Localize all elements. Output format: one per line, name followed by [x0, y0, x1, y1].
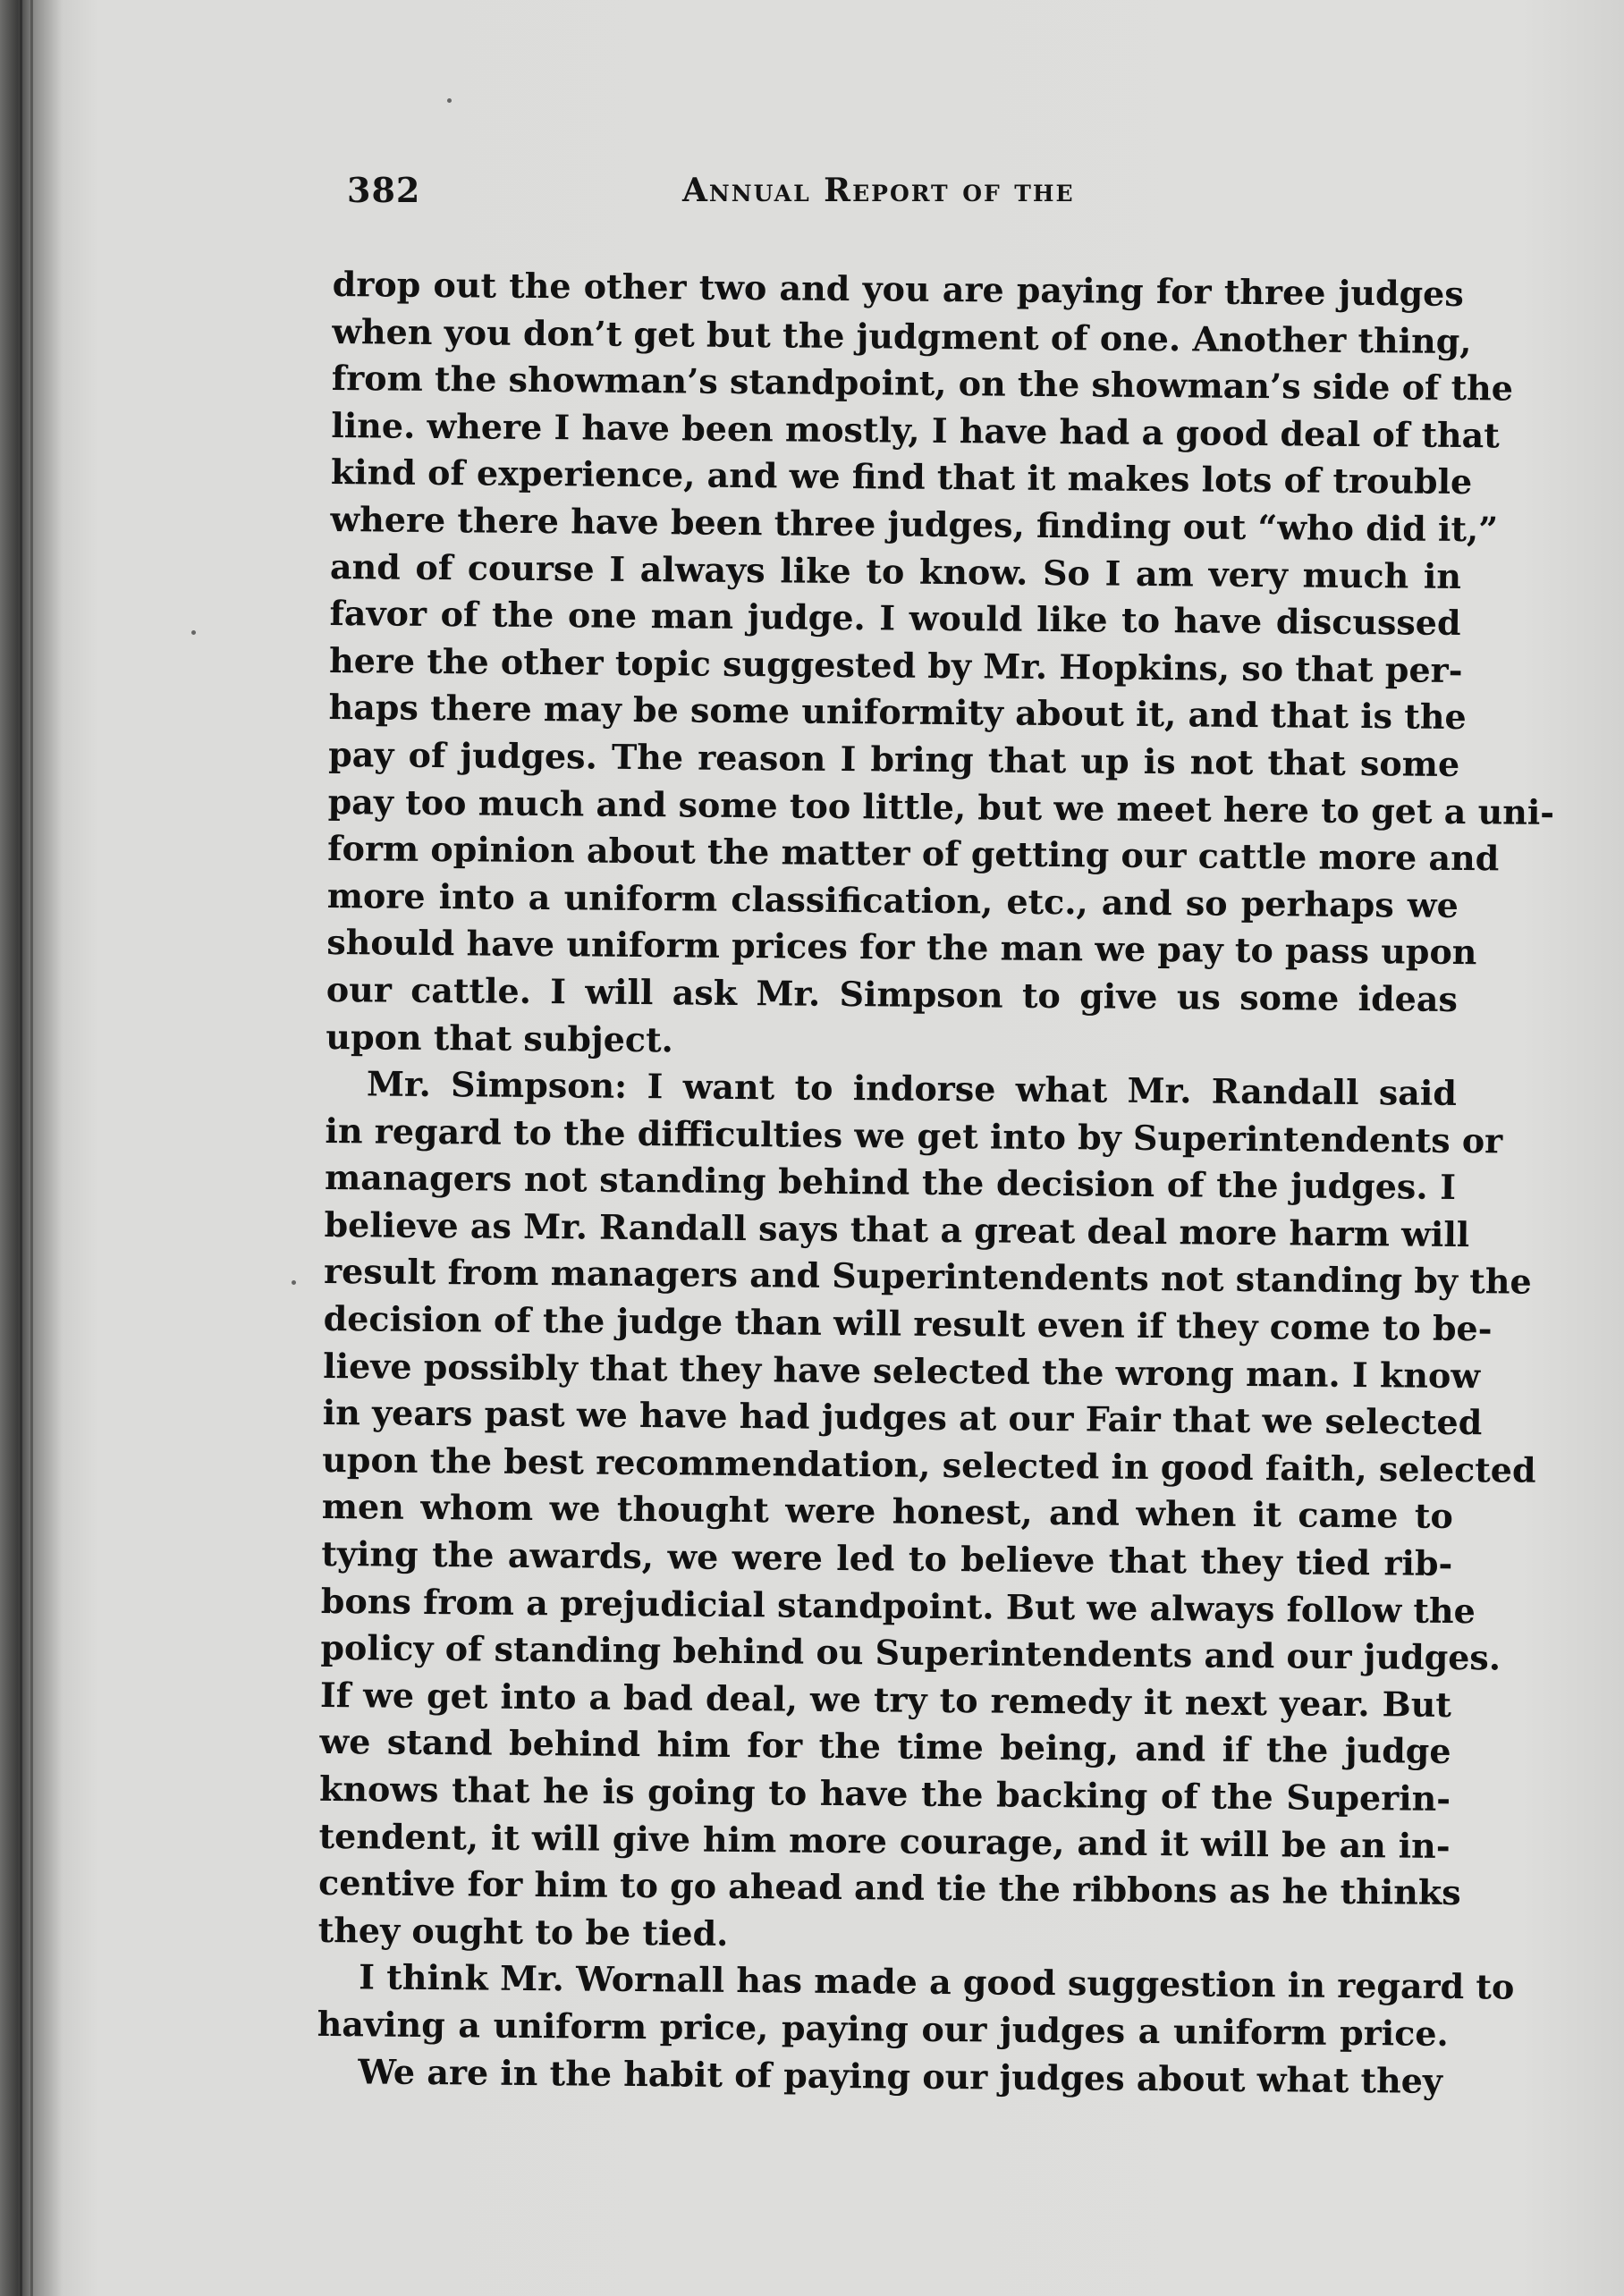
text-line: should have uniform prices for the man we pay to pass upon — [326, 922, 1477, 973]
text-line: form opinion about the matter of getting our cattle more and — [327, 828, 1500, 879]
text-line: more into a uniform classification, etc., and so perhaps we — [326, 874, 1459, 925]
text-line: from the showman’s standpoint, on the showman’s side of the — [331, 358, 1514, 409]
binding-edge — [30, 0, 33, 2296]
text-line: in years past we have had judges at our Fair that we selected — [322, 1392, 1483, 1443]
text-line: We are in the habit of paying our judges about what they — [358, 2050, 1443, 2101]
text-line: tying the awards, we were led to believe that they tied rib- — [321, 1532, 1453, 1584]
text-line: upon that subject. — [326, 1016, 674, 1059]
paper-speck — [191, 630, 196, 635]
text-line: If we get into a bad deal, we try to remedy it next year. But — [319, 1674, 1452, 1725]
page-number: 382 — [347, 170, 421, 210]
text-line: tendent, it will give him more courage, and it will be an in- — [318, 1815, 1451, 1866]
body-text — [317, 261, 1555, 2105]
text-line: where there have been three judges, finding out “who did it,” — [330, 498, 1499, 550]
text-line: men whom we thought were honest, and when it came to — [321, 1486, 1453, 1537]
text-line: upon the best recommendation, selected in good faith, selected — [322, 1439, 1536, 1490]
binding-edge — [20, 0, 22, 2296]
text-line: pay of judges. The reason I bring that up is not that some — [327, 733, 1460, 784]
text-line: and of course I always like to know. So I am very much in — [329, 545, 1462, 596]
paper-speck — [292, 1280, 296, 1285]
page-header — [347, 170, 1599, 224]
text-line: lieve possibly that they have selected the wrong man. I know — [323, 1345, 1481, 1396]
text-line: favor of the one man judge. I would like to have discussed — [329, 593, 1461, 644]
text-line: result from managers and Superintendents not standing by the — [323, 1251, 1532, 1303]
running-head: Annual Report of the — [682, 172, 1075, 209]
text-line: kind of experience, and we find that it makes lots of trouble — [330, 452, 1473, 502]
text-line: I think Mr. Wornall has made a good suggestion in regard to — [359, 1956, 1515, 2007]
text-line: policy of standing behind ou Superintendents and our judges. — [320, 1627, 1501, 1678]
text-line: drop out the other two and you are paying for three judges — [332, 263, 1464, 315]
text-line: pay too much and some too little, but we meet here to get a uni- — [327, 781, 1555, 832]
text-line: line. where I have been mostly, I have had a good deal of that — [331, 404, 1501, 456]
text-line: our cattle. I will ask Mr. Simpson to give us some ideas — [326, 968, 1459, 1019]
text-line: we stand behind him for the time being, and if the judge — [319, 1721, 1451, 1772]
text-line: in regard to the difficulties we get into by Superintendents or — [325, 1110, 1503, 1161]
text-line: having a uniform price, paying our judges a uniform price. — [317, 2003, 1449, 2054]
text-line: knows that he is going to have the backing of the Superin- — [318, 1768, 1451, 1819]
text-line: when you don’t get but the judgment of one. Another thing, — [332, 310, 1472, 361]
text-line: centive for him to go ahead and tie the ribbons as he thinks — [317, 1862, 1461, 1913]
paper-speck — [447, 98, 452, 103]
text-line: they ought to be tied. — [317, 1909, 729, 1954]
text-line: believe as Mr. Randall says that a great deal more harm will — [324, 1203, 1470, 1255]
text-line: haps there may be some uniformity about it, and that is the — [328, 687, 1467, 738]
text-line: managers not standing behind the decision of the judges. I — [324, 1157, 1457, 1208]
text-line: bons from a prejudicial standpoint. But we always follow the — [320, 1580, 1476, 1631]
text-line: Mr. Simpson: I want to indorse what Mr. Randall said — [366, 1063, 1458, 1114]
text-line: here the other topic suggested by Mr. Hopkins, so that per- — [328, 639, 1463, 690]
text-line: decision of the judge than will result even if they come to be- — [323, 1298, 1493, 1349]
